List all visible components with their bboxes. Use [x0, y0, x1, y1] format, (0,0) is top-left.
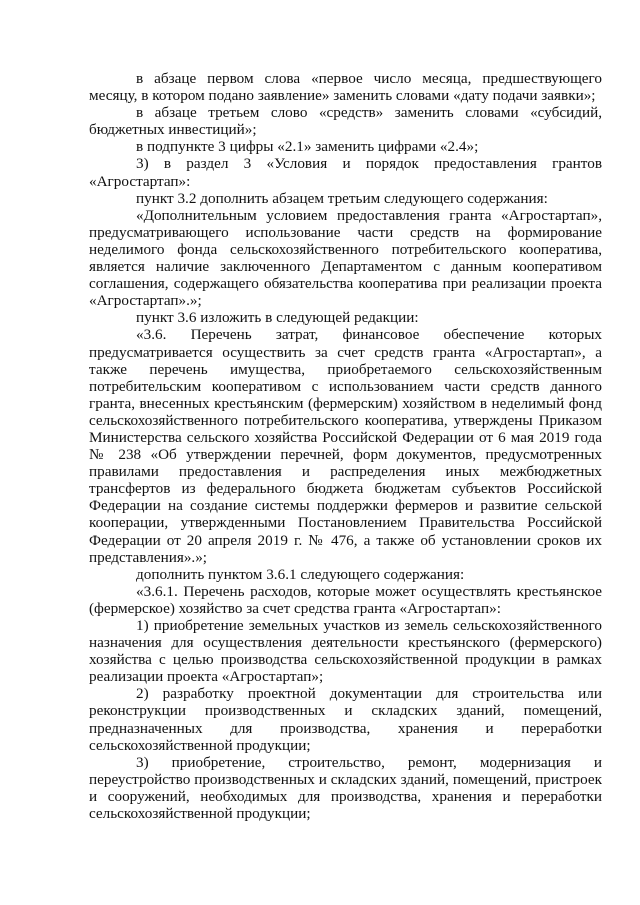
paragraph: 1) приобретение земельных участков из земель сельскохозяйственного назначения для осуществления деятельности крестьянского (фермерского) хозяйства с целью производства сельскохозяйственной продукции в рамках реализации проекта «Агростартап»;: [89, 617, 602, 686]
paragraph: 2) разработку проектной документации для строительства или реконструкции производственных и складских зданий, помещений, предназначенных для производства, хранения и переработки сельскохозяйственной продукции;: [89, 685, 602, 754]
paragraph: в абзаце первом слова «первое число месяца, предшествующего месяцу, в котором подано заявление» заменить словами «дату подачи заявки»;: [89, 70, 602, 105]
document-body: [89, 70, 602, 822]
paragraph: «Дополнительным условием предоставления гранта «Агростартап», предусматривающего использование части средств на формирование неделимого фонда сельскохозяйственного потребительского кооператива, является наличие заключенного Департаментом с данным кооперативом соглашения, содержащего обязательства кооператива при реализации проекта «Агростартап».»;: [89, 206, 602, 310]
paragraph: 3) в раздел 3 «Условия и порядок предоставления грантов «Агростартап»:: [89, 155, 602, 190]
paragraph: в абзаце третьем слово «средств» заменить словами «субсидий, бюджетных инвестиций»;: [89, 104, 602, 139]
paragraph: дополнить пунктом 3.6.1 следующего содержания:: [136, 565, 465, 583]
paragraph: пункт 3.6 изложить в следующей редакции:: [136, 309, 419, 327]
paragraph: «3.6.1. Перечень расходов, которые может осуществлять крестьянское (фермерское) хозяйство за счет средства гранта «Агростартап»:: [89, 582, 602, 617]
paragraph: «3.6. Перечень затрат, финансовое обеспечение которых предусматривается осуществить за счет средств гранта «Агростартап», а также перечень имущества, приобретаемого сельскохозяйственным потребительским кооперативом с использованием части средств данного гранта, внесенных крестьянским (фермерским) хозяйством в неделимый фонд сельскохозяйственного потребительского кооператива, утверждены Приказом Министерства сельского хозяйства Российской Федерации от 6 мая 2019 года № 238 «Об утверждении перечней, форм документов, предусмотренных правилами предоставления и распределения иных межбюджетных трансфертов из федерального бюджета бюджетам субъектов Российской Федерации на создание системы поддержки фермеров и развитие сельской кооперации, утвержденными Постановлением Правительства Российской Федерации от 20 апреля 2019 г. № 476, а также об установлении сроков их представления».»;: [89, 326, 602, 566]
paragraph: 3) приобретение, строительство, ремонт, модернизация и переустройство производственных и складских зданий, помещений, пристроек и сооружений, необходимых для производства, хранения и переработки сельскохозяйственной продукции;: [89, 753, 602, 823]
paragraph: в подпункте 3 цифры «2.1» заменить цифрами «2.4»;: [136, 138, 479, 156]
paragraph: пункт 3.2 дополнить абзацем третьим следующего содержания:: [136, 189, 548, 207]
